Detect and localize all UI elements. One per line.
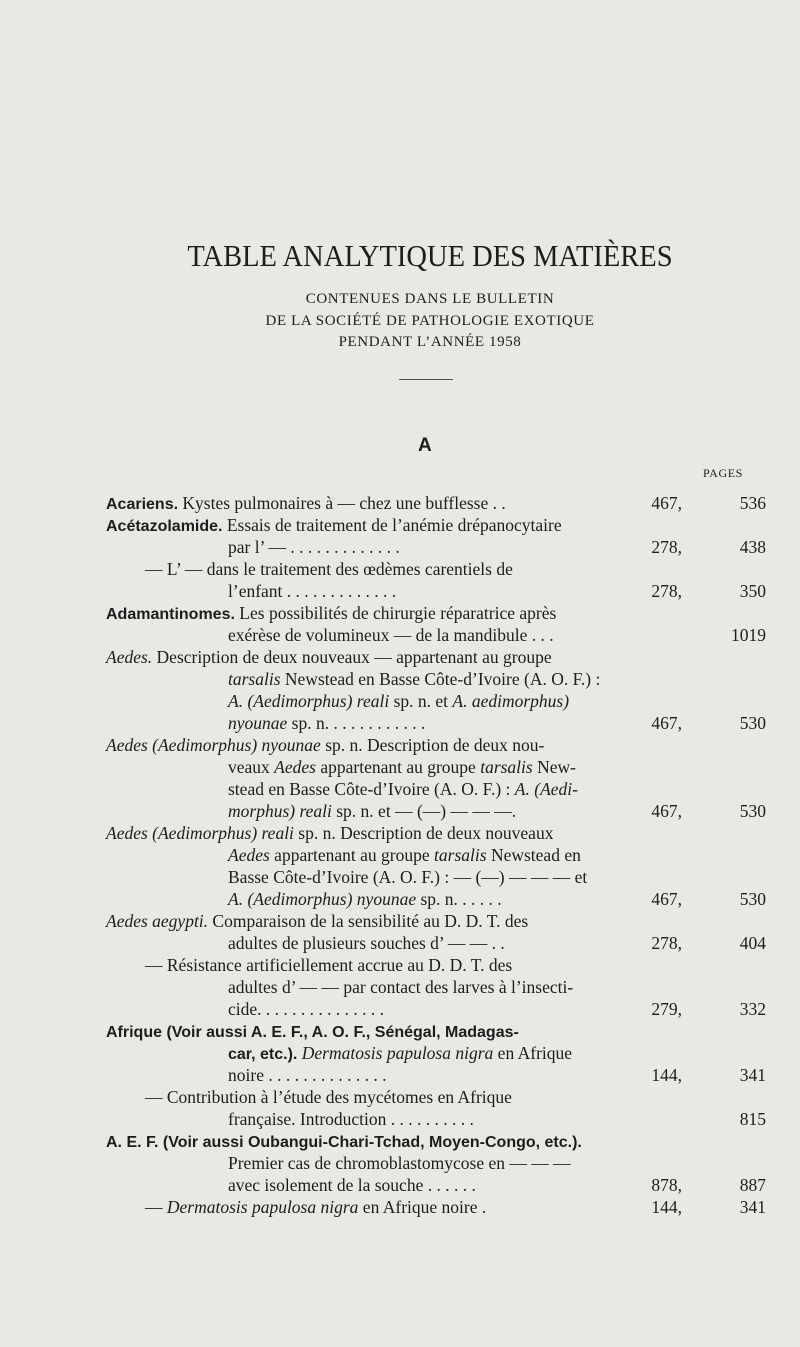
entry-reference-number: 467, bbox=[651, 889, 682, 909]
entry-text: tarsalis bbox=[228, 669, 281, 689]
entry-keyword: car, etc.). bbox=[228, 1046, 298, 1063]
entry-page-number: 341 bbox=[739, 1065, 766, 1085]
title-divider bbox=[399, 379, 453, 380]
entry-page-number: 438 bbox=[739, 537, 766, 557]
section-letter: A bbox=[418, 435, 432, 456]
entry-text: — bbox=[145, 1197, 167, 1217]
entry-reference-number: 467, bbox=[651, 713, 682, 733]
index-line bbox=[228, 1043, 572, 1064]
index-line bbox=[145, 1197, 486, 1218]
entry-page-number: 341 bbox=[739, 1197, 766, 1217]
entry-text: Aedes aegypti. bbox=[106, 911, 209, 931]
entry-text: A. (Aedimorphus) reali bbox=[228, 691, 390, 711]
entry-keyword: Afrique (Voir aussi A. E. F., A. O. F., Sénégal, Madagas- bbox=[106, 1024, 519, 1041]
index-line bbox=[228, 713, 425, 734]
entry-reference-number: 878, bbox=[651, 1175, 682, 1195]
index-line bbox=[228, 1175, 476, 1196]
entry-text: morphus) reali bbox=[228, 801, 332, 821]
entry-text: appartenant au groupe bbox=[269, 845, 435, 865]
entry-text: Aedes bbox=[228, 845, 270, 865]
entry-page-number: 350 bbox=[739, 581, 766, 601]
index-line bbox=[106, 647, 552, 668]
entry-text: Essais de traitement de l’anémie drépanocytaire bbox=[222, 515, 562, 535]
index-line bbox=[228, 1065, 386, 1086]
entry-text: en Afrique bbox=[493, 1043, 573, 1063]
index-line bbox=[228, 801, 516, 822]
subtitle-line-2: DE LA SOCIÉTÉ DE PATHOLOGIE EXOTIQUE bbox=[265, 313, 595, 329]
entry-text: A. (Aedi- bbox=[514, 779, 578, 799]
entry-keyword: A. E. F. (Voir aussi Oubangui-Chari-Tchad, Moyen-Congo, etc.). bbox=[106, 1134, 582, 1151]
index-line bbox=[106, 603, 556, 624]
index-line bbox=[228, 933, 505, 954]
entry-page-number: 530 bbox=[739, 801, 766, 821]
entry-reference-number: 144, bbox=[651, 1197, 682, 1217]
entry-page-number: 815 bbox=[739, 1109, 766, 1129]
entry-page-number: 404 bbox=[739, 933, 766, 953]
entry-text: française. Introduction . . . . . . . . . . bbox=[228, 1109, 474, 1129]
entry-text: appartenant au groupe bbox=[315, 757, 481, 777]
entry-keyword: Acétazolamide. bbox=[106, 518, 223, 535]
entry-text: — L’ — dans le traitement des œdèmes carentiels de bbox=[145, 559, 513, 579]
entry-text: Comparaison de la sensibilité au D. D. T. des bbox=[208, 911, 529, 931]
entry-text: veaux bbox=[228, 757, 275, 777]
index-line bbox=[106, 1021, 519, 1042]
entry-reference-number: 278, bbox=[651, 537, 682, 557]
entry-text: Aedes. bbox=[106, 647, 153, 667]
index-line bbox=[106, 493, 506, 514]
entry-text: sp. n. . . . . . . . . . . . bbox=[287, 713, 426, 733]
index-line bbox=[228, 1153, 571, 1174]
entry-page-number: 887 bbox=[739, 1175, 766, 1195]
index-line bbox=[145, 559, 513, 580]
subtitle-line-1: CONTENUES DANS LE BULLETIN bbox=[305, 291, 555, 307]
pages-column-header: PAGES bbox=[703, 466, 743, 480]
index-line bbox=[228, 779, 578, 800]
entry-text: sp. n. et bbox=[389, 691, 453, 711]
entry-text: tarsalis bbox=[434, 845, 487, 865]
entry-page-number: 530 bbox=[739, 713, 766, 733]
entry-reference-number: 144, bbox=[651, 1065, 682, 1085]
entry-text: adultes de plusieurs souches d’ — — . . bbox=[228, 933, 505, 953]
index-line bbox=[228, 1109, 474, 1130]
entry-text: noire . . . . . . . . . . . . . . bbox=[228, 1065, 387, 1085]
index-line bbox=[228, 757, 576, 778]
index-line bbox=[106, 735, 544, 756]
index-line bbox=[228, 625, 554, 646]
entry-text: avec isolement de la souche . . . . . . bbox=[228, 1175, 476, 1195]
entry-text: Aedes (Aedimorphus) nyounae bbox=[106, 735, 321, 755]
index-line bbox=[228, 669, 600, 690]
entry-page-number: 530 bbox=[739, 889, 766, 909]
entry-text: l’enfant . . . . . . . . . . . . . bbox=[228, 581, 397, 601]
index-line bbox=[106, 911, 528, 932]
entry-text: Aedes bbox=[274, 757, 316, 777]
subtitle-line-3: PENDANT L’ANNÉE 1958 bbox=[338, 334, 522, 350]
entry-reference-number: 278, bbox=[651, 581, 682, 601]
entry-text: — Résistance artificiellement accrue au D. D. T. des bbox=[145, 955, 513, 975]
index-line bbox=[228, 977, 573, 998]
entry-keyword: Adamantinomes. bbox=[106, 606, 235, 623]
entry-text: Premier cas de chromoblastomycose en — — — bbox=[228, 1153, 571, 1173]
index-line bbox=[228, 999, 384, 1020]
entry-text: Newstead en Basse Côte-d’Ivoire (A. O. F.) : bbox=[280, 669, 601, 689]
entry-page-number: 536 bbox=[739, 493, 766, 513]
page-title: TABLE ANALYTIQUE DES MATIÈRES bbox=[187, 238, 673, 273]
index-line bbox=[228, 889, 502, 910]
entry-text: Dermatosis papulosa nigra bbox=[166, 1197, 359, 1217]
index-line bbox=[106, 823, 553, 844]
entry-page-number: 1019 bbox=[731, 625, 766, 645]
entry-text: sp. n. et — (—) — — —. bbox=[331, 801, 517, 821]
entry-text: Les possibilités de chirurgie réparatrice après bbox=[234, 603, 557, 623]
index-line bbox=[228, 845, 581, 866]
entry-reference-number: 467, bbox=[651, 801, 682, 821]
entry-text: Aedes (Aedimorphus) reali bbox=[106, 823, 294, 843]
entry-text: Newstead en bbox=[486, 845, 581, 865]
entry-text: — Contribution à l’étude des mycétomes en Afrique bbox=[145, 1087, 512, 1107]
index-line bbox=[228, 867, 587, 888]
entry-text: sp. n. . . . . . bbox=[416, 889, 502, 909]
entry-text: nyounae bbox=[228, 713, 288, 733]
entry-text: exérèse de volumineux — de la mandibule . . . bbox=[228, 625, 554, 645]
entry-text: A. (Aedimorphus) nyounae bbox=[228, 889, 417, 909]
entry-reference-number: 467, bbox=[651, 493, 682, 513]
entry-page-number: 332 bbox=[739, 999, 766, 1019]
entry-text: New- bbox=[532, 757, 576, 777]
entry-text: Dermatosis papulosa nigra bbox=[297, 1043, 494, 1063]
entry-keyword: Acariens. bbox=[106, 496, 179, 513]
entry-text: cide. . . . . . . . . . . . . . . bbox=[228, 999, 385, 1019]
entry-text: adultes d’ — — par contact des larves à l’insecti- bbox=[228, 977, 574, 997]
index-line bbox=[145, 1087, 512, 1108]
entry-text: stead en Basse Côte-d’Ivoire (A. O. F.) : bbox=[228, 779, 515, 799]
index-line bbox=[228, 691, 569, 712]
index-line bbox=[228, 581, 396, 602]
entry-text: en Afrique noire . bbox=[358, 1197, 487, 1217]
entry-reference-number: 278, bbox=[651, 933, 682, 953]
entry-text: par l’ — . . . . . . . . . . . . . bbox=[228, 537, 400, 557]
entry-text: Basse Côte-d’Ivoire (A. O. F.) : — (—) — — — et bbox=[228, 867, 588, 887]
index-line bbox=[228, 537, 400, 558]
entry-text: Kystes pulmonaires à — chez une bufflesse . . bbox=[178, 493, 506, 513]
entry-text: Description de deux nouveaux — appartenant au groupe bbox=[152, 647, 552, 667]
entry-text: tarsalis bbox=[480, 757, 533, 777]
entry-text: sp. n. Description de deux nou- bbox=[320, 735, 545, 755]
entry-text: sp. n. Description de deux nouveaux bbox=[293, 823, 554, 843]
index-line bbox=[106, 1131, 582, 1152]
index-line bbox=[145, 955, 512, 976]
entry-text: A. aedimorphus) bbox=[452, 691, 570, 711]
entry-reference-number: 279, bbox=[651, 999, 682, 1019]
index-line bbox=[106, 515, 562, 536]
